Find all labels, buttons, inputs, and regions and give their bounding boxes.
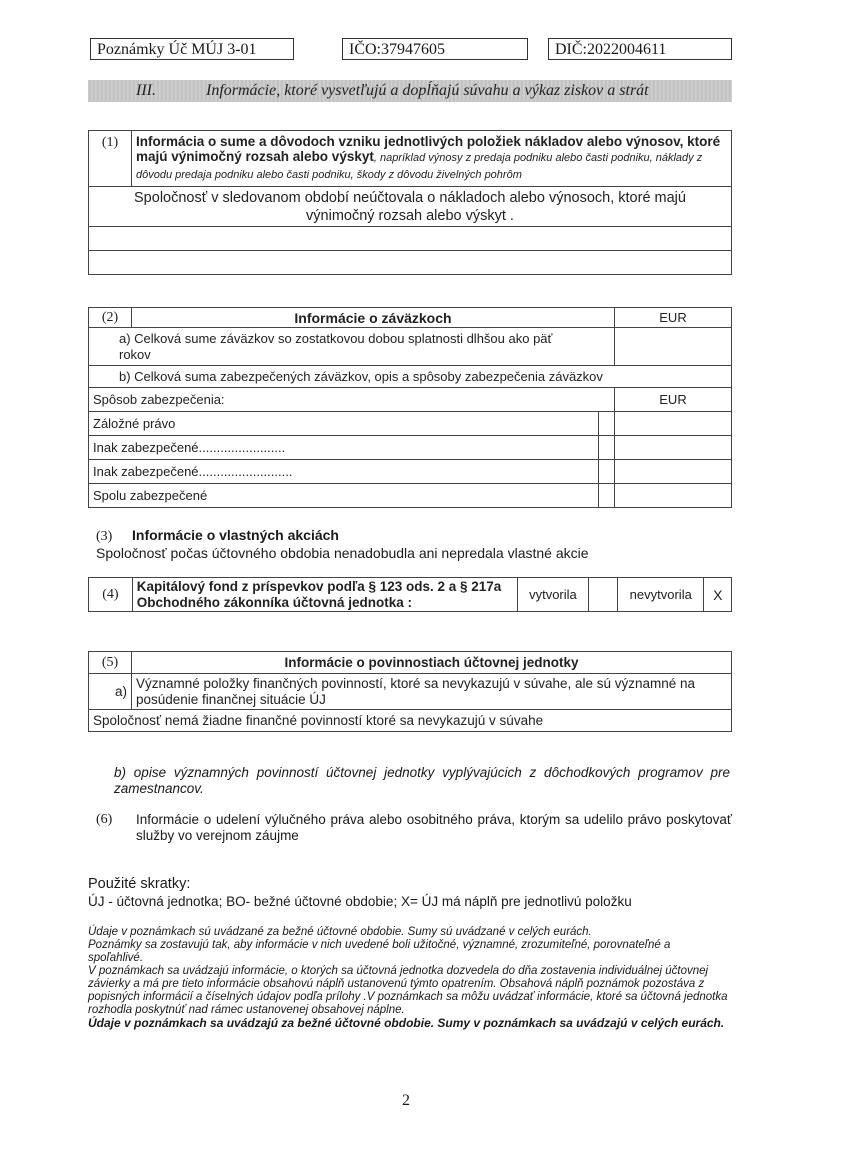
note-3: V poznámkach sa uvádzajú informácie, o ktorých sa účtovná jednotka dozvedela do dňa zostavenia individuálnej účtovnej závierky a má pre tieto informácie obsahovú náplň ustanovenú týmto opatrením. Obsahová náplň poznámok pozostáva z popisných informácií a číselných údajov podľa prílohy .V poznámkach sa môžu uvádzať informácie, ktoré sa účtovná jednotka rozhodla poskytnúť nad rámec ustanovenej obsahovej náplne. (88, 965, 728, 1016)
s1-title-italic: , napríklad výnosy z predaja podniku alebo časti podniku, náklady z dôvodu predaja podniku alebo časti podniku, škody z dôvodu živelných pohrôm (136, 152, 703, 181)
s2-other-desc (598, 460, 614, 484)
s5-title: Informácie o povinnostiach účtovnej jednotky (132, 652, 732, 674)
s1-title (132, 131, 732, 187)
s2-other-row: Inak zabezpečené........................ (89, 436, 599, 460)
s5-number: (5) (89, 652, 132, 674)
s1-empty-row (89, 227, 732, 251)
s3-title: Informácie o vlastných akciách (132, 527, 339, 543)
s4-title: Kapitálový fond z príspevkov podľa § 123 ods. 2 a § 217a Obchodného zákonníka účtovná jednotka : (132, 578, 518, 612)
abbrev-text: ÚJ - účtovná jednotka; BO- bežné účtovné obdobie; X= ÚJ má náplň pre jednotlivú položku (88, 894, 632, 909)
s4-number: (4) (89, 578, 133, 612)
s2-other-value (615, 436, 732, 460)
s2-row-a-value (615, 328, 732, 366)
s2-collateral-row: Záložné právo (89, 412, 599, 436)
notes-block (88, 926, 728, 1030)
s5-a-text: Významné položky finančných povinností, ktoré sa nevykazujú v súvahe, ale sú významné na posúdenie finančnej situácie ÚJ (132, 674, 732, 710)
note-2: Poznámky sa zostavujú tak, aby informácie v nich uvedené boli užitočné, významné, zrozumiteľné, porovnateľné a spoľahlivé. (88, 939, 671, 964)
s2-collateral-desc (598, 412, 614, 436)
s1-title-bold: Informácia o sume a dôvodoch vzniku jednotlivých položiek nákladov alebo výnosov, ktoré majú výnimočný rozsah alebo výskyt (136, 134, 721, 164)
s2-other-desc (598, 436, 614, 460)
dic-field: DIČ:2022004611 (548, 38, 732, 60)
s6-number: (6) (96, 812, 113, 827)
s5-answer: Spoločnosť nemá žiadne finančné povinností ktoré sa nevykazujú v súvahe (89, 710, 732, 732)
s2-row-b: b) Celková suma zabezpečených záväzkov, opis a spôsoby zabezpečenia záväzkov (89, 366, 732, 388)
section-header (88, 80, 732, 102)
s2-row-a: a) Celková sume záväzkov so zostatkovou dobou splatnosti dlhšou ako päť rokov (89, 328, 615, 366)
s2-total-value (615, 484, 732, 508)
s4-option-not-created-mark: X (704, 578, 732, 612)
s2-method-label: Spôsob zabezpečenia: (89, 388, 615, 412)
s3-number: (3) (96, 529, 113, 544)
s2-total-row: Spolu zabezpečené (89, 484, 599, 508)
page-number: 2 (402, 1092, 410, 1109)
s1-empty-row (89, 251, 732, 275)
s3-heading (96, 527, 339, 545)
section-title: Informácie, ktoré vysvetľujú a dopĺňajú súvahu a výkaz ziskov a strát (206, 82, 649, 99)
s4-option-created: vytvorila (518, 578, 588, 612)
note-4: Údaje v poznámkach sa uvádzajú za bežné účtovné obdobie. Sumy v poznámkach sa uvádzajú v celých eurách. (88, 1016, 725, 1030)
ico-field: IČO:37947605 (342, 38, 528, 60)
s6-block (96, 812, 732, 844)
s2-total-desc (598, 484, 614, 508)
section-4-table (88, 577, 732, 612)
s2-number: (2) (89, 308, 132, 328)
s4-option-not-created: nevytvorila (618, 578, 704, 612)
s2-method-currency: EUR (615, 388, 732, 412)
section-5-table (88, 651, 732, 732)
section-number: III. (136, 82, 156, 99)
s2-other-row: Inak zabezpečené.......................... (89, 460, 599, 484)
s4-option-created-mark (588, 578, 618, 612)
note-1: Údaje v poznámkach sú uvádzané za bežné účtovné obdobie. Sumy sú uvádzané v celých eurách. (88, 926, 592, 938)
section-1-table (88, 130, 732, 275)
form-label: Poznámky Úč MÚJ 3-01 (90, 38, 294, 60)
s2-other-value (615, 460, 732, 484)
section-2-table (88, 307, 732, 508)
s3-text: Spoločnosť počas účtovného obdobia nenadobudla ani nepredala vlastné akcie (96, 545, 589, 561)
s5-b-text: b) opise významných povinností účtovnej jednotky vyplývajúcich z dôchodkových programov pre zamestnancov. (114, 765, 730, 796)
s2-title: Informácie o záväzkoch (132, 308, 615, 328)
s5-a-label: a) (89, 674, 132, 710)
s2-currency: EUR (615, 308, 732, 328)
s6-text: Informácie o udelení výlučného práva alebo osobitného práva, ktorým sa udelilo právo poskytovať služby vo verejnom záujme (136, 812, 732, 843)
s2-collateral-value (615, 412, 732, 436)
abbrev-title: Použité skratky: (88, 876, 191, 892)
s1-answer: Spoločnosť v sledovanom období neúčtovala o nákladoch alebo výnosoch, ktoré majú výnimočný rozsah alebo výskyt . (89, 187, 732, 227)
s1-number: (1) (89, 131, 132, 187)
